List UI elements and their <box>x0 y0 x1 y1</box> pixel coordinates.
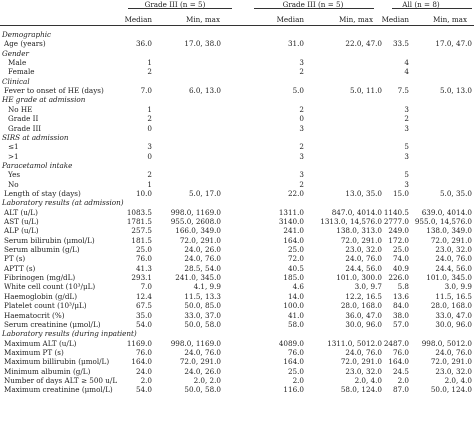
range-cell: 998.0, 5012.0 <box>421 338 472 348</box>
median-cell: 2487.0 <box>383 338 409 348</box>
range-cell: 6.0, 13.0 <box>188 86 221 96</box>
median-cell: 2.0 <box>292 375 304 385</box>
median-cell: 3 <box>299 151 304 161</box>
table-row <box>0 236 474 245</box>
median-cell: 5.0 <box>292 86 304 96</box>
row-label: PT (s) <box>4 254 26 264</box>
range-cell: 955.0, 2608.0 <box>170 217 221 226</box>
median-cell: 10.0 <box>135 188 152 198</box>
median-cell: 25.0 <box>287 245 304 255</box>
range-cell: 72.0, 291.0 <box>430 235 472 245</box>
range-cell: 998.0, 1169.0 <box>170 338 221 348</box>
median-cell: 164.0 <box>283 357 304 367</box>
median-cell: 40.5 <box>287 263 304 273</box>
median-cell: 1 <box>147 179 152 189</box>
median-cell: 2 <box>299 179 304 189</box>
range-cell: 24.0, 76.0 <box>435 254 472 264</box>
median-cell: 3 <box>404 123 409 133</box>
median-cell: 0 <box>147 151 152 161</box>
range-cell: 241.0, 345.0 <box>175 273 221 283</box>
median-cell: 4 <box>404 67 409 77</box>
median-cell: 14.0 <box>287 291 304 301</box>
median-cell: 7.5 <box>397 86 409 96</box>
median-cell: 1 <box>147 58 152 68</box>
table-row <box>0 245 474 254</box>
range-cell: 72.0, 291.0 <box>430 357 472 367</box>
table-row <box>0 376 474 385</box>
row-label: No HE <box>8 104 33 114</box>
range-cell: 101.0, 345.0 <box>426 273 472 283</box>
row-label: Maximum creatinine (μmol/L) <box>4 385 113 395</box>
range-cell: 33.0, 37.0 <box>184 310 221 320</box>
row-label: Serum creatinine (μmol/L) <box>4 319 101 329</box>
header-rule <box>0 25 474 26</box>
table-row <box>0 254 474 263</box>
median-cell: 25.0 <box>392 245 409 255</box>
median-cell: 172.0 <box>388 235 409 245</box>
range-cell: 2.0, 4.0 <box>444 375 472 385</box>
row-label: Haematocrit (%) <box>4 310 65 320</box>
median-cell: 241.0 <box>283 226 304 236</box>
median-cell: 3 <box>404 104 409 114</box>
range-cell: 138.0, 349.0 <box>426 226 472 236</box>
section-label: Laboratory results (during inpatient) <box>2 329 137 339</box>
section-row <box>0 161 474 170</box>
median-cell: 164.0 <box>388 357 409 367</box>
table-row <box>0 152 474 161</box>
median-cell: 2 <box>299 67 304 77</box>
median-cell: 3 <box>404 179 409 189</box>
median-cell: 2 <box>299 142 304 152</box>
group-rule-2 <box>254 8 374 9</box>
row-label: Number of days ALT ≥ 500 u/L <box>4 375 118 385</box>
range-cell: 24.0, 76.0 <box>184 347 221 357</box>
range-cell: 58.0, 124.0 <box>340 385 382 395</box>
range-cell: 24.0, 76.0 <box>345 347 382 357</box>
median-cell: 22.0 <box>287 188 304 198</box>
table-row <box>0 208 474 217</box>
range-cell: 1311.0, 5012.0 <box>327 338 382 348</box>
median-cell: 4089.0 <box>278 338 304 348</box>
table-row <box>0 320 474 329</box>
range-cell: 998.0, 1169.0 <box>170 207 221 217</box>
median-cell: 2.0 <box>140 375 152 385</box>
range-cell: 36.0, 47.0 <box>345 310 382 320</box>
col-median-1: Median <box>124 15 152 24</box>
range-cell: 72.0, 291.0 <box>340 357 382 367</box>
median-cell: 3 <box>299 170 304 180</box>
median-cell: 1 <box>147 104 152 114</box>
table-row <box>0 189 474 198</box>
row-label: Platelet count (10³/μL) <box>4 301 87 311</box>
range-cell: 24.0, 26.0 <box>184 245 221 255</box>
row-label: Minimum albumin (g/L) <box>4 366 91 376</box>
row-label: ≤1 <box>8 142 19 152</box>
median-cell: 12.4 <box>135 291 152 301</box>
range-cell: 17.0, 47.0 <box>435 39 472 49</box>
median-cell: 226.0 <box>388 273 409 283</box>
row-label: Fibrinogen (mg/dL) <box>4 273 76 283</box>
range-cell: 4.1, 9.9 <box>193 282 221 292</box>
median-cell: 76.0 <box>135 347 152 357</box>
section-label: Paracetamol intake <box>2 160 73 170</box>
median-cell: 33.5 <box>392 39 409 49</box>
median-cell: 38.0 <box>392 310 409 320</box>
row-label: Grade III <box>8 123 42 133</box>
median-cell: 164.0 <box>131 357 152 367</box>
range-cell: 23.0, 32.0 <box>435 245 472 255</box>
median-cell: 116.0 <box>283 385 304 395</box>
col-median-3: Median <box>381 15 409 24</box>
range-cell: 72.0, 291.0 <box>340 235 382 245</box>
group-header-3: All (n = 8) <box>402 0 440 9</box>
table-row <box>0 292 474 301</box>
median-cell: 181.5 <box>131 235 152 245</box>
median-cell: 58.0 <box>287 319 304 329</box>
range-cell: 12.2, 16.5 <box>345 291 382 301</box>
median-cell: 5 <box>404 170 409 180</box>
section-label: Demographic <box>2 30 52 39</box>
median-cell: 4.6 <box>292 282 304 292</box>
range-cell: 24.0, 76.0 <box>435 347 472 357</box>
median-cell: 67.5 <box>135 301 152 311</box>
range-cell: 1313.0, 14,576.0 <box>320 217 382 226</box>
row-label: Yes <box>8 170 21 180</box>
section-row <box>0 329 474 338</box>
row-label: Maximum ALT (u/L) <box>4 338 77 348</box>
median-cell: 3 <box>147 142 152 152</box>
median-cell: 249.0 <box>388 226 409 236</box>
range-cell: 3.0, 9.7 <box>354 282 382 292</box>
table-row <box>0 39 474 48</box>
group-header-2: Grade III (n = 5) <box>282 0 344 9</box>
table-row <box>0 301 474 310</box>
median-cell: 0 <box>147 123 152 133</box>
range-cell: 50.0, 124.0 <box>430 385 472 395</box>
range-cell: 5.0, 17.0 <box>188 188 221 198</box>
row-label: Male <box>8 58 27 68</box>
median-cell: 2 <box>147 170 152 180</box>
row-label: Maximum PT (s) <box>4 347 64 357</box>
col-range-1: Min, max <box>185 15 220 24</box>
median-cell: 36.0 <box>135 39 152 49</box>
range-cell: 23.0, 32.0 <box>345 366 382 376</box>
median-cell: 1781.5 <box>126 217 152 226</box>
median-cell: 54.0 <box>135 385 152 395</box>
median-cell: 40.9 <box>392 263 409 273</box>
range-cell: 5.0, 35.0 <box>439 188 472 198</box>
median-cell: 25.0 <box>135 245 152 255</box>
range-cell: 2.0, 2.0 <box>193 375 221 385</box>
table-row <box>0 86 474 95</box>
row-label: Age (years) <box>4 39 46 49</box>
row-label: No <box>8 179 19 189</box>
row-label: ALT (u/L) <box>4 207 38 217</box>
range-cell: 955.0, 14,576.0 <box>414 217 472 226</box>
section-row <box>0 30 474 39</box>
table-row <box>0 264 474 273</box>
table-row <box>0 142 474 151</box>
range-cell: 50.0, 58.0 <box>184 319 221 329</box>
col-range-3: Min, max <box>432 15 467 24</box>
range-cell: 50.0, 85.0 <box>184 301 221 311</box>
section-label: Gender <box>2 48 29 58</box>
range-cell: 13.0, 35.0 <box>345 188 382 198</box>
table-row <box>0 58 474 67</box>
median-cell: 1311.0 <box>278 207 304 217</box>
median-cell: 15.0 <box>392 188 409 198</box>
median-cell: 74.0 <box>392 254 409 264</box>
section-label: HE grade at admission <box>2 95 86 105</box>
median-cell: 2 <box>299 104 304 114</box>
median-cell: 2 <box>147 67 152 77</box>
range-cell: 24.4, 56.0 <box>435 263 472 273</box>
median-cell: 100.0 <box>283 301 304 311</box>
table-row <box>0 348 474 357</box>
row-label: Haemoglobin (g/dL) <box>4 291 77 301</box>
range-cell: 24.0, 76.0 <box>345 254 382 264</box>
range-cell: 28.0, 168.0 <box>430 301 472 311</box>
range-cell: 2.0, 4.0 <box>354 375 382 385</box>
median-cell: 3 <box>299 123 304 133</box>
median-cell: 72.0 <box>287 254 304 264</box>
median-cell: 41.0 <box>287 310 304 320</box>
median-cell: 87.0 <box>392 385 409 395</box>
group-rule-1 <box>128 8 232 9</box>
median-cell: 1140.5 <box>383 207 409 217</box>
range-cell: 72.0, 291.0 <box>179 235 221 245</box>
median-cell: 257.5 <box>131 226 152 236</box>
range-cell: 33.0, 47.0 <box>435 310 472 320</box>
range-cell: 22.0, 47.0 <box>345 39 382 49</box>
median-cell: 2 <box>404 114 409 124</box>
range-cell: 5.0, 11.0 <box>349 86 382 96</box>
table-row <box>0 311 474 320</box>
range-cell: 17.0, 38.0 <box>184 39 221 49</box>
row-label: Grade II <box>8 114 39 124</box>
col-range-2: Min, max <box>338 15 373 24</box>
range-cell: 166.0, 349.0 <box>175 226 221 236</box>
range-cell: 28.0, 168.0 <box>340 301 382 311</box>
section-label: Laboratory results (at admission) <box>2 198 124 208</box>
range-cell: 28.5, 54.0 <box>184 263 221 273</box>
table-row <box>0 180 474 189</box>
median-cell: 31.0 <box>287 39 304 49</box>
table-row <box>0 385 474 394</box>
table-row <box>0 357 474 366</box>
median-cell: 13.6 <box>392 291 409 301</box>
col-median-2: Median <box>276 15 304 24</box>
range-cell: 50.0, 58.0 <box>184 385 221 395</box>
row-label: AST (u/L) <box>4 217 39 226</box>
median-cell: 84.0 <box>392 301 409 311</box>
range-cell: 11.5, 13.3 <box>184 291 221 301</box>
range-cell: 639.0, 4014.0 <box>421 207 472 217</box>
range-cell: 3.0, 9.9 <box>444 282 472 292</box>
table-row <box>0 217 474 226</box>
section-row <box>0 77 474 86</box>
row-label: Fever to onset of HE (days) <box>4 86 104 96</box>
table-row <box>0 67 474 76</box>
median-cell: 2.0 <box>397 375 409 385</box>
row-label: Female <box>8 67 35 77</box>
table-row <box>0 105 474 114</box>
median-cell: 164.0 <box>283 235 304 245</box>
table-row <box>0 170 474 179</box>
section-row <box>0 95 474 104</box>
median-cell: 76.0 <box>287 347 304 357</box>
section-row <box>0 133 474 142</box>
median-cell: 57.0 <box>392 319 409 329</box>
range-cell: 11.5, 16.5 <box>435 291 472 301</box>
median-cell: 2 <box>147 114 152 124</box>
median-cell: 7.0 <box>140 86 152 96</box>
table-row <box>0 367 474 376</box>
table-row <box>0 339 474 348</box>
median-cell: 35.0 <box>135 310 152 320</box>
median-cell: 24.5 <box>392 366 409 376</box>
range-cell: 72.0, 291.0 <box>179 357 221 367</box>
median-cell: 3 <box>404 151 409 161</box>
row-label: APTT (s) <box>4 263 36 273</box>
range-cell: 23.0, 32.0 <box>435 366 472 376</box>
row-label: Length of stay (days) <box>4 188 81 198</box>
median-cell: 2777.0 <box>383 217 409 226</box>
median-cell: 5 <box>404 142 409 152</box>
median-cell: 24.0 <box>135 366 152 376</box>
median-cell: 3 <box>299 58 304 68</box>
table-row <box>0 226 474 235</box>
section-label: SIRS at admission <box>2 132 69 142</box>
range-cell: 24.0, 76.0 <box>184 254 221 264</box>
range-cell: 30.0, 96.0 <box>345 319 382 329</box>
section-row <box>0 198 474 207</box>
median-cell: 3140.0 <box>278 217 304 226</box>
group-header-1: Grade III (n = 5) <box>144 0 206 9</box>
range-cell: 24.4, 56.0 <box>345 263 382 273</box>
median-cell: 25.0 <box>287 366 304 376</box>
median-cell: 5.8 <box>397 282 409 292</box>
median-cell: 76.0 <box>135 254 152 264</box>
range-cell: 24.0, 26.0 <box>184 366 221 376</box>
median-cell: 7.0 <box>140 282 152 292</box>
range-cell: 5.0, 13.0 <box>439 86 472 96</box>
range-cell: 138.0, 313.0 <box>336 226 382 236</box>
table-row <box>0 124 474 133</box>
median-cell: 1169.0 <box>126 338 152 348</box>
median-cell: 185.0 <box>283 273 304 283</box>
median-cell: 76.0 <box>392 347 409 357</box>
median-cell: 54.0 <box>135 319 152 329</box>
table-row <box>0 114 474 123</box>
row-label: >1 <box>8 151 19 161</box>
row-label: Maximum billirubin (μmol/L) <box>4 357 110 367</box>
row-label: Serum albumin (g/L) <box>4 245 80 255</box>
table-row <box>0 282 474 291</box>
row-label: ALP (u/L) <box>4 226 39 236</box>
median-cell: 4 <box>404 58 409 68</box>
range-cell: 23.0, 32.0 <box>345 245 382 255</box>
range-cell: 30.0, 96.0 <box>435 319 472 329</box>
section-label: Clinical <box>2 76 30 86</box>
row-label: Serum bilirubin (μmol/L) <box>4 235 95 245</box>
range-cell: 101.0, 300.0 <box>336 273 382 283</box>
median-cell: 293.1 <box>131 273 152 283</box>
table-row <box>0 273 474 282</box>
median-cell: 1083.5 <box>126 207 152 217</box>
range-cell: 847.0, 4014.0 <box>331 207 382 217</box>
median-cell: 0 <box>299 114 304 124</box>
median-cell: 41.3 <box>135 263 152 273</box>
group-rule-3 <box>392 8 472 9</box>
row-label: White cell count (10³/μL) <box>4 282 96 292</box>
section-row <box>0 49 474 58</box>
